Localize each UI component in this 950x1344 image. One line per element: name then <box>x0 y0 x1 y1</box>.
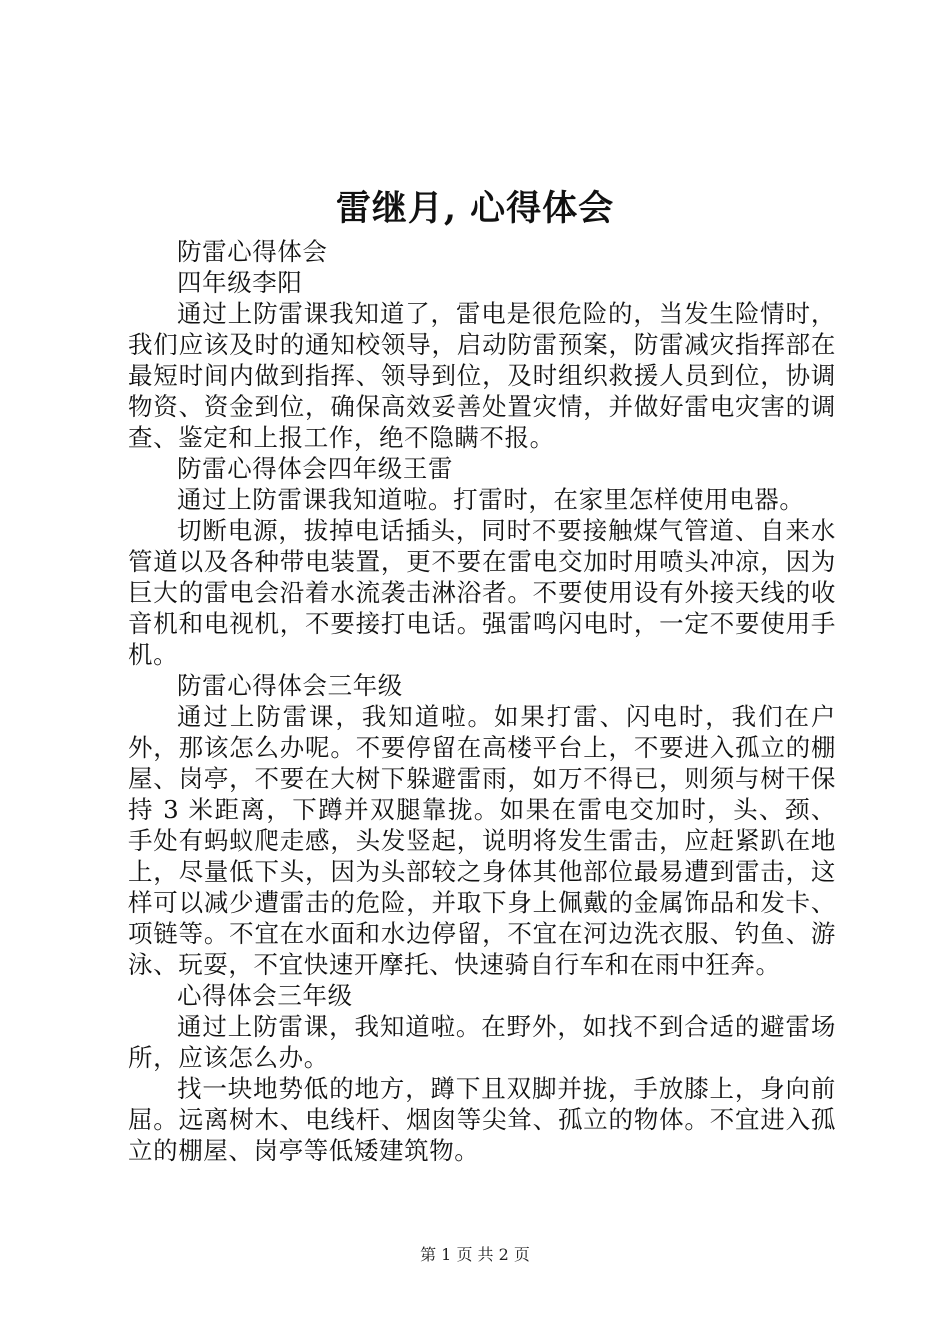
paragraph-author: 四年级李阳 <box>177 268 303 297</box>
document-title: 雷继月, 心得体会 <box>335 188 615 229</box>
document-body <box>128 236 836 1166</box>
paragraph: 找一块地势低的地方，蹲下且双脚并拢，手放膝上，身向前屈。远离树木、电线杆、烟囱等尖耸、孤立的物体。不宜进入孤立的棚屋、岗亭等低矮建筑物。 <box>128 1074 836 1165</box>
paragraph-heading: 防雷心得体会 <box>177 237 328 266</box>
paragraph: 通过上防雷课，我知道啦。在野外，如找不到合适的避雷场所，应该怎么办。 <box>128 1012 836 1072</box>
paragraph-heading: 防雷心得体会四年级王雷 <box>177 454 454 483</box>
paragraph: 通过上防雷课，我知道啦。如果打雷、闪电时，我们在户外，那该怎么办呢。不要停留在高楼平台上，不要进入孤立的棚屋、岗亭，不要在大树下躲避雷雨，如万不得已，则须与树干保持 3 米距离，下蹲并双腿靠拢。如果在雷电交加时，头、颈、手处有蚂蚁爬走感，头发竖起，说明将发生雷击，应赶紧趴在地上，尽量低下头，因为头部较之身体其他部位最易遭到雷击，这样可以减少遭雷击的危险，并取下身上佩戴的金属饰品和发卡、项链等。不宜在水面和水边停留，不宜在河边洗衣服、钓鱼、游泳、玩耍，不宜快速开摩托、快速骑自行车和在雨中狂奔。 <box>128 702 836 979</box>
paragraph: 通过上防雷课我知道了，雷电是很危险的，当发生险情时，我们应该及时的通知校领导，启动防雷预案，防雷减灾指挥部在最短时间内做到指挥、领导到位，及时组织救援人员到位，协调物资、资金到位，确保高效妥善处置灾情，并做好雷电灾害的调查、鉴定和上报工作，绝不隐瞒不报。 <box>128 299 836 452</box>
paragraph-heading: 防雷心得体会三年级 <box>177 671 403 700</box>
paragraph-heading: 心得体会三年级 <box>177 981 353 1010</box>
paragraph: 通过上防雷课我知道啦。打雷时，在家里怎样使用电器。 <box>177 485 805 514</box>
paragraph: 切断电源，拔掉电话插头，同时不要接触煤气管道、自来水管道以及各种带电装置，更不要在雷电交加时用喷头冲凉，因为巨大的雷电会沿着水流袭击淋浴者。不要使用设有外接天线的收音机和电视机，不要接打电话。强雷鸣闪电时，一定不要使用手机。 <box>128 516 836 669</box>
page-footer: 第 1 页 共 2 页 <box>420 1245 530 1264</box>
